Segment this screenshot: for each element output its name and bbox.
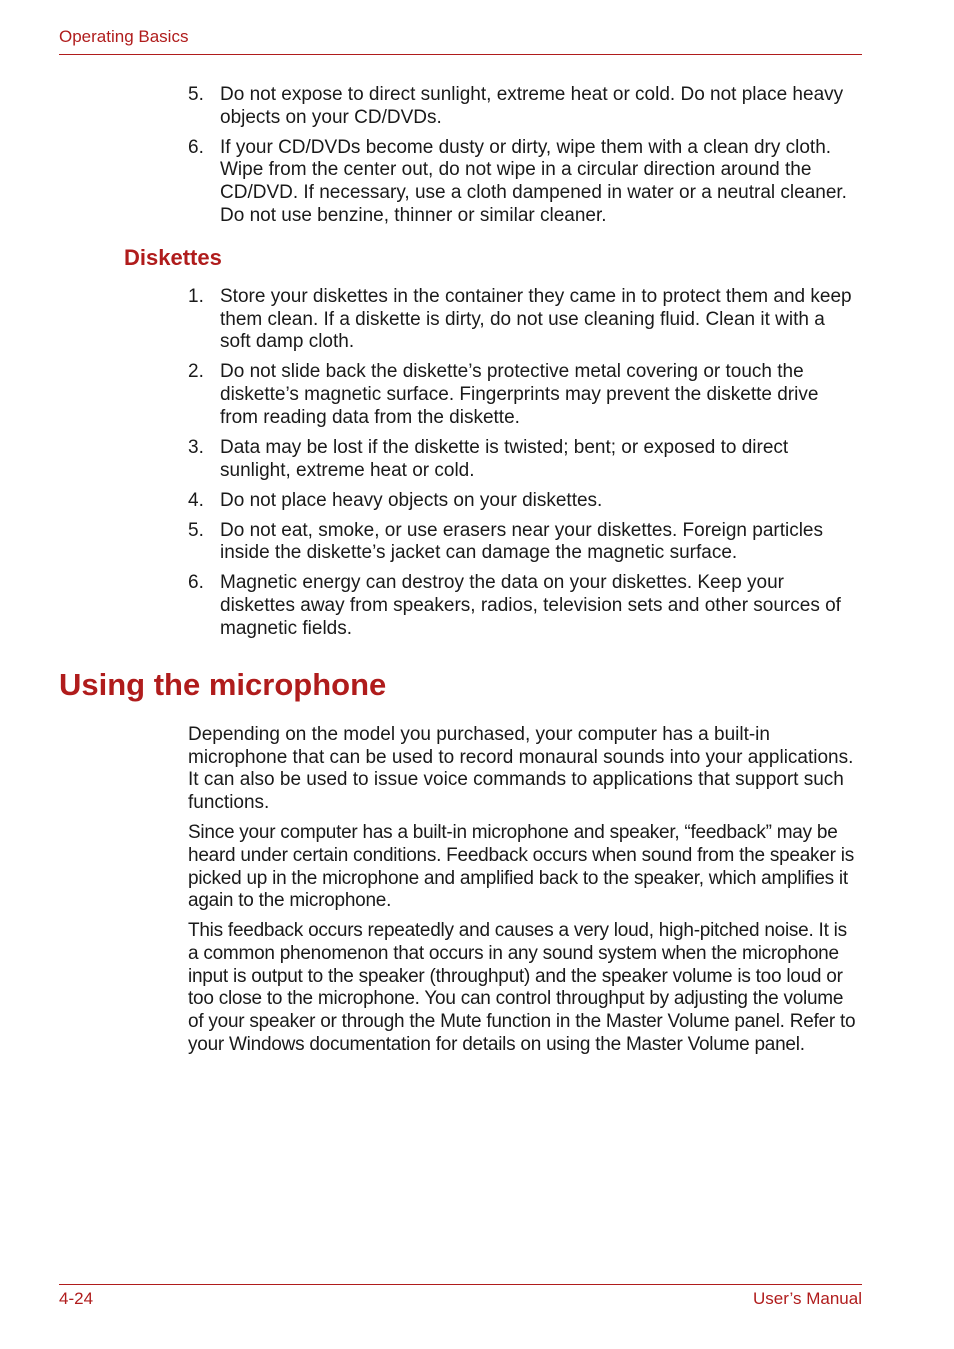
list-item-text: Do not slide back the diskette’s protective metal covering or touch the diskette’s magnetic surface. Fingerprints may prevent the diskette drive from reading data from the diskette. [220,361,819,428]
header-divider [59,54,862,55]
list-item-text: If your CD/DVDs become dusty or dirty, wipe them with a clean dry cloth. Wipe from the center out, do not wipe in a circular direction around the CD/DVD. If necessary, use a cloth dampened in water or a neutral cleaner. Do not use benzine, thinner or similar cleaner. [220,136,847,226]
paragraph: This feedback occurs repeatedly and causes a very loud, high-pitched noise. It is a common phenomenon that occurs in any sound system when the microphone input is output to the speaker (throughput) and the speaker volume is too loud or too close to the microphone. You can control throughput by adjusting the volume of your speaker or through the Mute function in the Master Volume panel. Refer to your Windows documentation for details on using the Master Volume panel. [188,920,856,1055]
list-item [188,572,860,640]
list-item-text: Data may be lost if the diskette is twisted; bent; or exposed to direct sunlight, extreme heat or cold. [220,436,789,481]
diskettes-care-list [188,286,860,648]
cd-care-list [188,84,860,235]
list-item-number: 4. [188,489,204,511]
page-number: 4-24 [59,1289,94,1308]
list-item [188,84,860,129]
list-item [188,490,860,513]
list-item-text: Do not eat, smoke, or use erasers near your diskettes. Foreign particles inside the diskette’s jacket can damage the magnetic surface. [220,519,823,564]
list-item [188,437,860,482]
manual-title: User’s Manual [753,1289,862,1308]
list-item-number: 5. [188,84,204,105]
list-item-number: 6. [188,572,204,594]
section-heading-microphone: Using the microphone [59,667,387,702]
list-item [188,286,860,354]
list-item-text: Store your diskettes in the container they came in to protect them and keep them clean. If a diskette is dirty, do not use cleaning fluid. Clean it with a soft damp cloth. [220,286,852,353]
list-item-text: Magnetic energy can destroy the data on your diskettes. Keep your diskettes away from speakers, radios, television sets and other sources of magnetic fields. [220,572,841,639]
running-header: Operating Basics [59,27,189,46]
paragraph: Since your computer has a built-in microphone and speaker, “feedback” may be heard under certain conditions. Feedback occurs when sound from the speaker is picked up in the microphone and amplified back to the speaker, which amplifies it again to the microphone. [188,822,854,912]
list-item-text: Do not place heavy objects on your diskettes. [220,489,603,511]
list-item [188,137,860,228]
microphone-body [188,724,860,1064]
list-item-number: 1. [188,286,204,307]
list-item [188,520,860,565]
list-item [188,361,860,429]
diskettes-heading: Diskettes [124,245,222,270]
paragraph: Depending on the model you purchased, your computer has a built-in microphone that can be used to record monaural sounds into your applications. It can also be used to issue voice commands to applications that support such functions. [188,724,854,814]
list-item-number: 3. [188,436,204,458]
list-item-number: 6. [188,136,204,158]
footer-divider [59,1284,862,1285]
list-item-number: 2. [188,361,204,383]
list-item-text: Do not expose to direct sunlight, extreme heat or cold. Do not place heavy objects on your CD/DVDs. [220,84,844,128]
list-item-number: 5. [188,519,204,541]
